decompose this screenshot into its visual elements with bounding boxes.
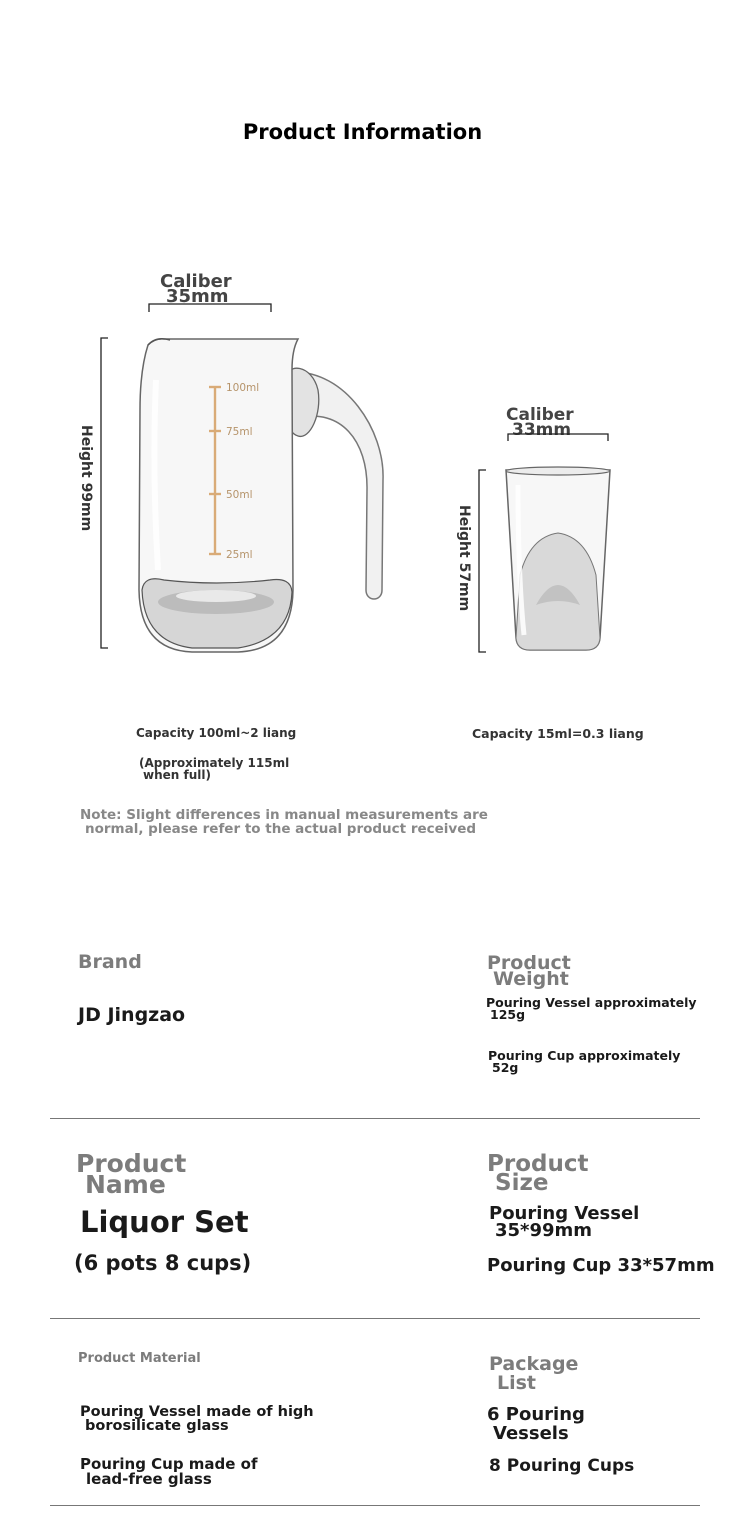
brand-label: Brand: [78, 951, 142, 973]
vessel-capacity-note: [139, 757, 289, 781]
vessel-caliber-value: 35mm: [166, 286, 229, 307]
vessel-capacity: Capacity 100ml~2 liang: [136, 726, 297, 740]
measurement-note-line2: normal, please refer to the actual product received: [85, 821, 477, 837]
size-vessel-line1: Pouring Vessel: [489, 1203, 640, 1224]
measurement-note-line1: Note: Slight differences in manual measurements are: [80, 807, 488, 823]
package-label-line2: List: [497, 1372, 537, 1394]
vessel-caliber-text: Caliber: [160, 271, 232, 292]
mark-100ml: 100ml: [226, 382, 260, 394]
package-item-cups: 8 Pouring Cups: [489, 1456, 635, 1476]
weight-label-line2: Weight: [493, 968, 569, 990]
material-vessel-line2: borosilicate glass: [85, 1418, 229, 1434]
cup-capacity: Capacity 15ml=0.3 liang: [472, 726, 644, 741]
mark-50ml: 50ml: [226, 489, 253, 501]
material-vessel-line1: Pouring Vessel made of high: [80, 1404, 314, 1420]
divider: [50, 1318, 700, 1319]
name-value: Liquor Set: [80, 1205, 249, 1239]
cup-caliber-text: Caliber: [506, 405, 574, 425]
mark-25ml: 25ml: [226, 549, 253, 561]
page-title: Product Information: [242, 120, 483, 144]
weight-cup: [488, 1050, 680, 1074]
package-item-vessels-line1: 6 Pouring: [487, 1404, 585, 1425]
vessel-height-label: Height 99mm: [78, 425, 94, 532]
weight-label-line1: Product: [487, 952, 571, 974]
size-cup: Pouring Cup 33*57mm: [487, 1255, 715, 1276]
name-label-line1: Product: [76, 1149, 187, 1178]
size-label: [487, 1151, 589, 1196]
measurement-note: [80, 808, 488, 836]
weight-cup-line2: 52g: [492, 1060, 519, 1075]
material-cup: [80, 1457, 258, 1487]
package-label-line1: Package: [489, 1353, 579, 1375]
weight-label: [487, 952, 571, 990]
cup-caliber-value: 33mm: [512, 420, 572, 440]
package-label: [489, 1355, 578, 1393]
cup-height-label: Height 57mm: [456, 505, 472, 612]
weight-vessel-line1: Pouring Vessel approximately: [486, 995, 697, 1010]
vessel-capacity-note-line1: (Approximately 115ml: [139, 756, 290, 770]
weight-cup-line1: Pouring Cup approximately: [488, 1048, 681, 1063]
package-item-vessels-line2: Vessels: [493, 1423, 569, 1444]
material-cup-line1: Pouring Cup made of: [80, 1455, 258, 1473]
size-vessel-line2: 35*99mm: [495, 1220, 593, 1241]
weight-vessel-line2: 125g: [490, 1007, 526, 1022]
material-label: Product Material: [78, 1351, 201, 1366]
size-vessel: [489, 1205, 639, 1239]
weight-vessel: [486, 997, 697, 1021]
name-subvalue: (6 pots 8 cups): [74, 1251, 252, 1275]
size-label-line2: Size: [495, 1170, 549, 1196]
name-label: [76, 1149, 187, 1199]
pouring-cup-illustration: [470, 420, 620, 660]
pouring-vessel-illustration: [60, 286, 400, 660]
material-cup-line2: lead-free glass: [86, 1470, 212, 1488]
divider: [50, 1118, 700, 1119]
brand-value: JD Jingzao: [78, 1004, 186, 1026]
vessel-capacity-note-line2: when full): [143, 768, 211, 782]
divider: [50, 1505, 700, 1506]
name-label-line2: Name: [85, 1170, 166, 1199]
material-vessel: [80, 1405, 314, 1433]
mark-75ml: 75ml: [226, 426, 253, 438]
package-item-vessels: [487, 1405, 585, 1443]
size-label-line1: Product: [487, 1151, 589, 1177]
